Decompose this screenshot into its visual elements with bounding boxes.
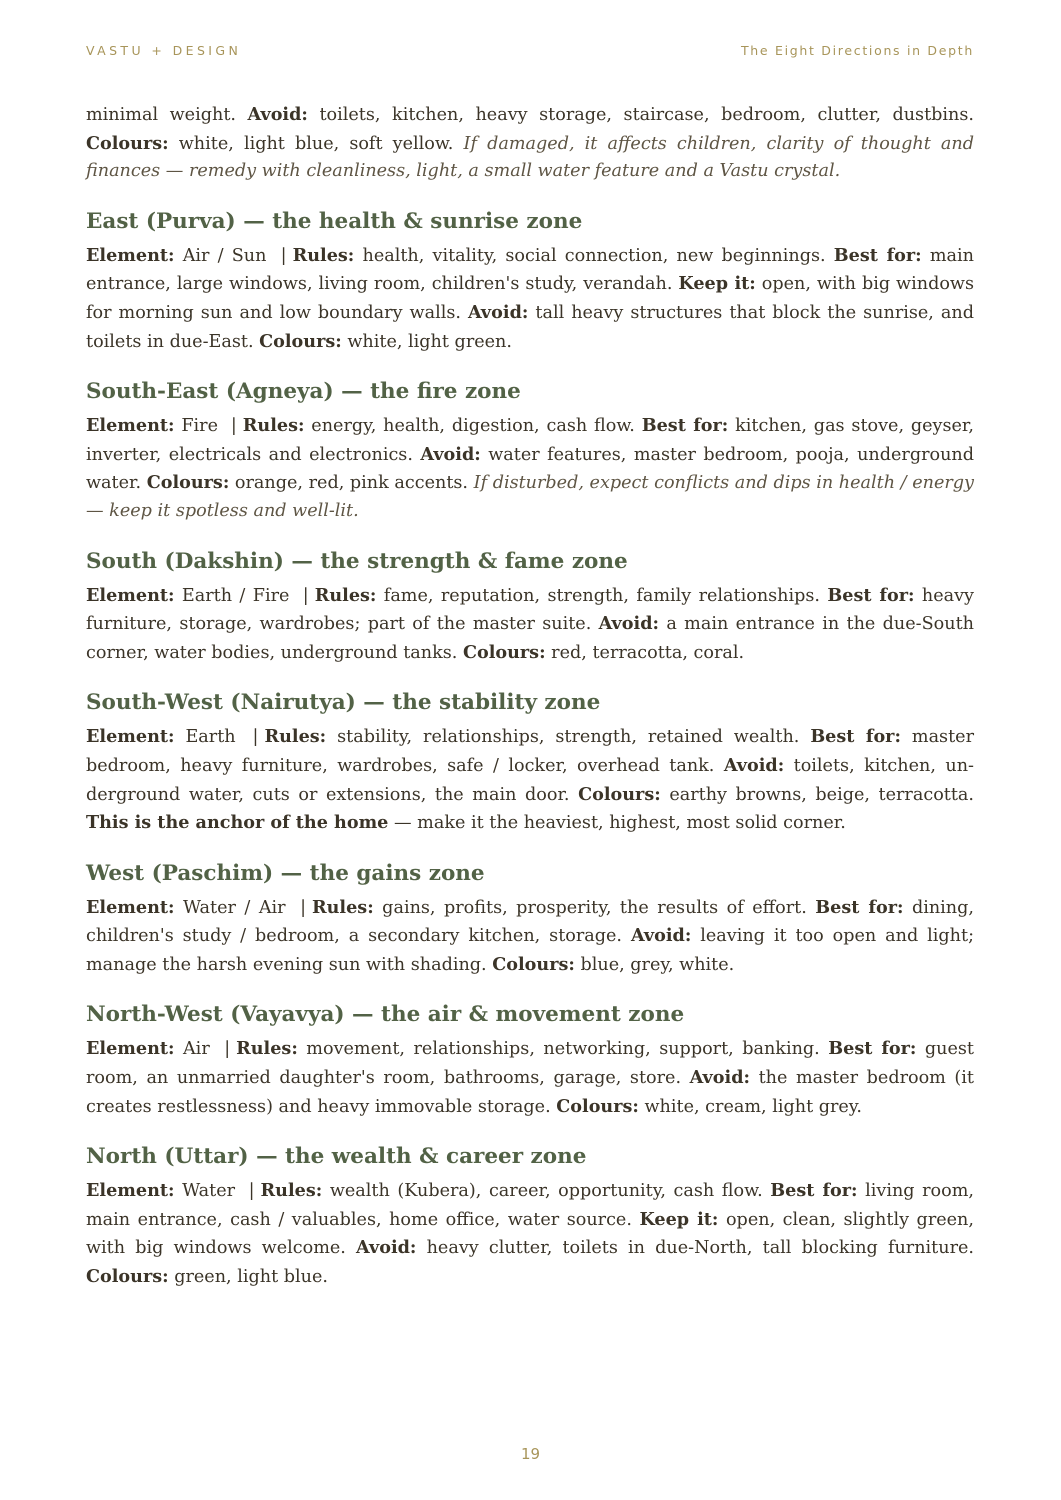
separator: |	[230, 416, 237, 437]
section-east	[86, 208, 974, 356]
section-paragraph	[86, 894, 974, 980]
rules-label: Rules:	[260, 1180, 323, 1202]
keep-it-text: open, with big windows for morning sun and low boundary walls.	[86, 274, 975, 323]
section-heading: West (Paschim) — the gains zone	[86, 860, 485, 886]
element-label: Element:	[86, 1038, 175, 1060]
best-for-text: master bedroom, heavy furniture, wardrobes, safe / locker, overhead tank.	[86, 727, 974, 776]
element-text: Earth	[174, 727, 247, 748]
best-for-label: Best for:	[827, 584, 915, 606]
element-text: Water / Air	[174, 897, 295, 918]
best-for-text: guest room, an unmarried daughter's room, bathrooms, garage, store.	[86, 1039, 974, 1089]
element-label: Element:	[86, 1180, 175, 1202]
emphasis-label: This is the anchor of the home	[86, 812, 389, 834]
separator: |	[302, 585, 309, 606]
avoid-label: Avoid:	[689, 1067, 751, 1089]
avoid-label: Avoid:	[247, 104, 308, 125]
element-text: Air / Sun	[174, 245, 275, 266]
section-paragraph	[86, 723, 974, 837]
section-heading: North (Uttar) — the wealth & career zone	[86, 1144, 587, 1170]
header-chapter-title: The Eight Directions in Depth	[740, 43, 974, 58]
avoid-text: water features, master bedroom, pooja, underground water.	[86, 444, 975, 494]
element-text: Water	[174, 1181, 243, 1202]
avoid-label: Avoid:	[467, 301, 529, 323]
rules-label: Rules:	[264, 726, 327, 748]
colours-label: Colours:	[492, 953, 575, 975]
colours-label: Colours:	[462, 641, 546, 663]
rules-label: Rules:	[314, 584, 377, 606]
section-south	[86, 548, 974, 668]
colours-text: orange, red, pink accents.	[229, 473, 474, 494]
section-note: If disturbed, expect conflicts and dips in health / energy — keep it spotless and well-lit.	[86, 473, 974, 521]
rules-text: movement, relationships, networking, support, banking.	[297, 1039, 829, 1060]
best-for-label: Best for:	[770, 1180, 858, 1202]
element-label: Element:	[86, 726, 175, 748]
colours-text: white, light green.	[341, 331, 512, 352]
section-paragraph	[86, 412, 974, 525]
avoid-label: Avoid:	[630, 925, 692, 947]
emphasis-text: — make it the heaviest, highest, most solid corner.	[388, 813, 846, 834]
element-text: Fire	[174, 416, 225, 437]
avoid-label: Avoid:	[420, 443, 481, 465]
section-west	[86, 860, 974, 980]
intro-note: If damaged, it affects children, clarity of thought and finances — remedy with cleanliness, light, a small water feature and a Vastu crystal.	[86, 133, 974, 182]
colours-label: Colours:	[578, 783, 661, 805]
section-paragraph	[86, 242, 974, 356]
colours-text: green, light blue.	[168, 1267, 328, 1288]
rules-label: Rules:	[312, 896, 374, 918]
page-number: 19	[520, 1445, 541, 1463]
rules-text: stability, relationships, strength, retained wealth.	[326, 727, 811, 748]
avoid-label: Avoid:	[723, 754, 785, 776]
best-for-label: Best for:	[828, 1038, 917, 1060]
rules-text: wealth (Kubera), career, opportunity, cash flow.	[322, 1181, 771, 1202]
keep-it-label: Keep it:	[678, 273, 756, 295]
separator: |	[300, 897, 306, 918]
section-heading: East (Purva) — the health & sunrise zone	[86, 208, 583, 234]
separator: |	[224, 1039, 231, 1060]
avoid-label: Avoid:	[356, 1237, 417, 1259]
element-text: Air	[174, 1039, 219, 1060]
best-for-label: Best for:	[815, 896, 904, 918]
best-for-text: main entrance, large windows, living room, children's study, verandah.	[86, 245, 974, 295]
section-paragraph	[86, 1177, 974, 1291]
rules-text: fame, reputation, strength, family relationships.	[376, 585, 828, 606]
colours-text: red, terracotta, coral.	[545, 642, 745, 663]
colours-label: Colours:	[556, 1095, 639, 1117]
element-text: Earth / Fire	[174, 585, 297, 606]
avoid-text: toilets, kitchen, heavy storage, staircase, bedroom, clutter, dustbins.	[307, 105, 974, 125]
rules-text: energy, health, digestion, cash flow.	[304, 416, 642, 437]
avoid-text: tall heavy structures that block the sunrise, and toilets in due-East.	[86, 302, 975, 352]
colours-label: Colours:	[259, 330, 342, 352]
rules-label: Rules:	[236, 1038, 298, 1060]
page-content	[86, 101, 974, 1292]
colours-text: blue, grey, white.	[574, 954, 735, 975]
best-for-text: living room, main entrance, cash / valuables, home office, water source.	[86, 1181, 974, 1230]
avoid-text: leaving it too open and light; manage the harsh evening sun with shading.	[86, 926, 974, 975]
best-for-label: Best for:	[833, 244, 922, 266]
section-north-west	[86, 1001, 974, 1121]
avoid-text: heavy clutter, toilets in due-North, tall blocking furniture.	[416, 1238, 974, 1259]
section-south-west	[86, 689, 974, 837]
section-heading: North-West (Vayavya) — the air & movement zone	[86, 1002, 685, 1028]
element-label: Element:	[86, 244, 175, 266]
section-heading: South (Dakshin) — the strength & fame zone	[86, 548, 628, 574]
best-for-text: kitchen, gas stove, geyser, inverter, electricals and electronics.	[86, 416, 974, 465]
best-for-label: Best for:	[641, 415, 729, 437]
avoid-text: the master bedroom (it creates restlessness) and heavy immovable storage.	[86, 1068, 974, 1117]
colours-text: white, light blue, soft yellow.	[168, 133, 464, 154]
avoid-text: a main entrance in the due-South corner, water bodies, underground tanks.	[86, 614, 974, 663]
avoid-text: toilets, kitchen, underground water, cuts or extensions, the main door.	[86, 755, 974, 805]
section-heading: South-West (Nairutya) — the stability zone	[86, 690, 601, 716]
keep-it-label: Keep it:	[639, 1208, 719, 1230]
section-north	[86, 1143, 974, 1291]
header-publication-title: VASTU + DESIGN	[86, 43, 242, 58]
rules-text: health, vitality, social connection, new beginnings.	[354, 245, 834, 266]
colours-text: earthy browns, beige, terracotta.	[660, 784, 975, 805]
separator: |	[248, 1181, 255, 1202]
colours-label: Colours:	[146, 472, 230, 494]
avoid-label: Avoid:	[598, 613, 660, 635]
separator: |	[280, 245, 287, 266]
separator: |	[252, 727, 259, 748]
element-label: Element:	[86, 584, 175, 606]
keep-it-text: open, clean, slightly green, with big windows welcome.	[86, 1209, 974, 1259]
section-paragraph	[86, 582, 974, 668]
section-paragraph	[86, 1035, 974, 1121]
colours-label: Colours:	[86, 132, 169, 154]
intro-lead: minimal weight.	[86, 105, 248, 125]
element-label: Element:	[86, 896, 175, 918]
rules-label: Rules:	[292, 244, 355, 266]
intro-paragraph	[86, 101, 974, 186]
best-for-label: Best for:	[810, 726, 901, 748]
running-header	[86, 43, 974, 58]
rules-label: Rules:	[242, 415, 305, 437]
section-south-east	[86, 378, 974, 525]
section-heading: South-East (Agneya) — the fire zone	[86, 379, 521, 405]
colours-text: white, cream, light grey.	[638, 1096, 863, 1117]
element-label: Element:	[86, 415, 175, 437]
best-for-text: dining, children's study / bedroom, a secondary kitchen, storage.	[86, 897, 974, 947]
best-for-text: heavy furniture, storage, wardrobes; part of the master suite.	[86, 585, 974, 635]
colours-label: Colours:	[86, 1266, 169, 1288]
rules-text: gains, profits, prosperity, the results of effort.	[373, 897, 816, 918]
